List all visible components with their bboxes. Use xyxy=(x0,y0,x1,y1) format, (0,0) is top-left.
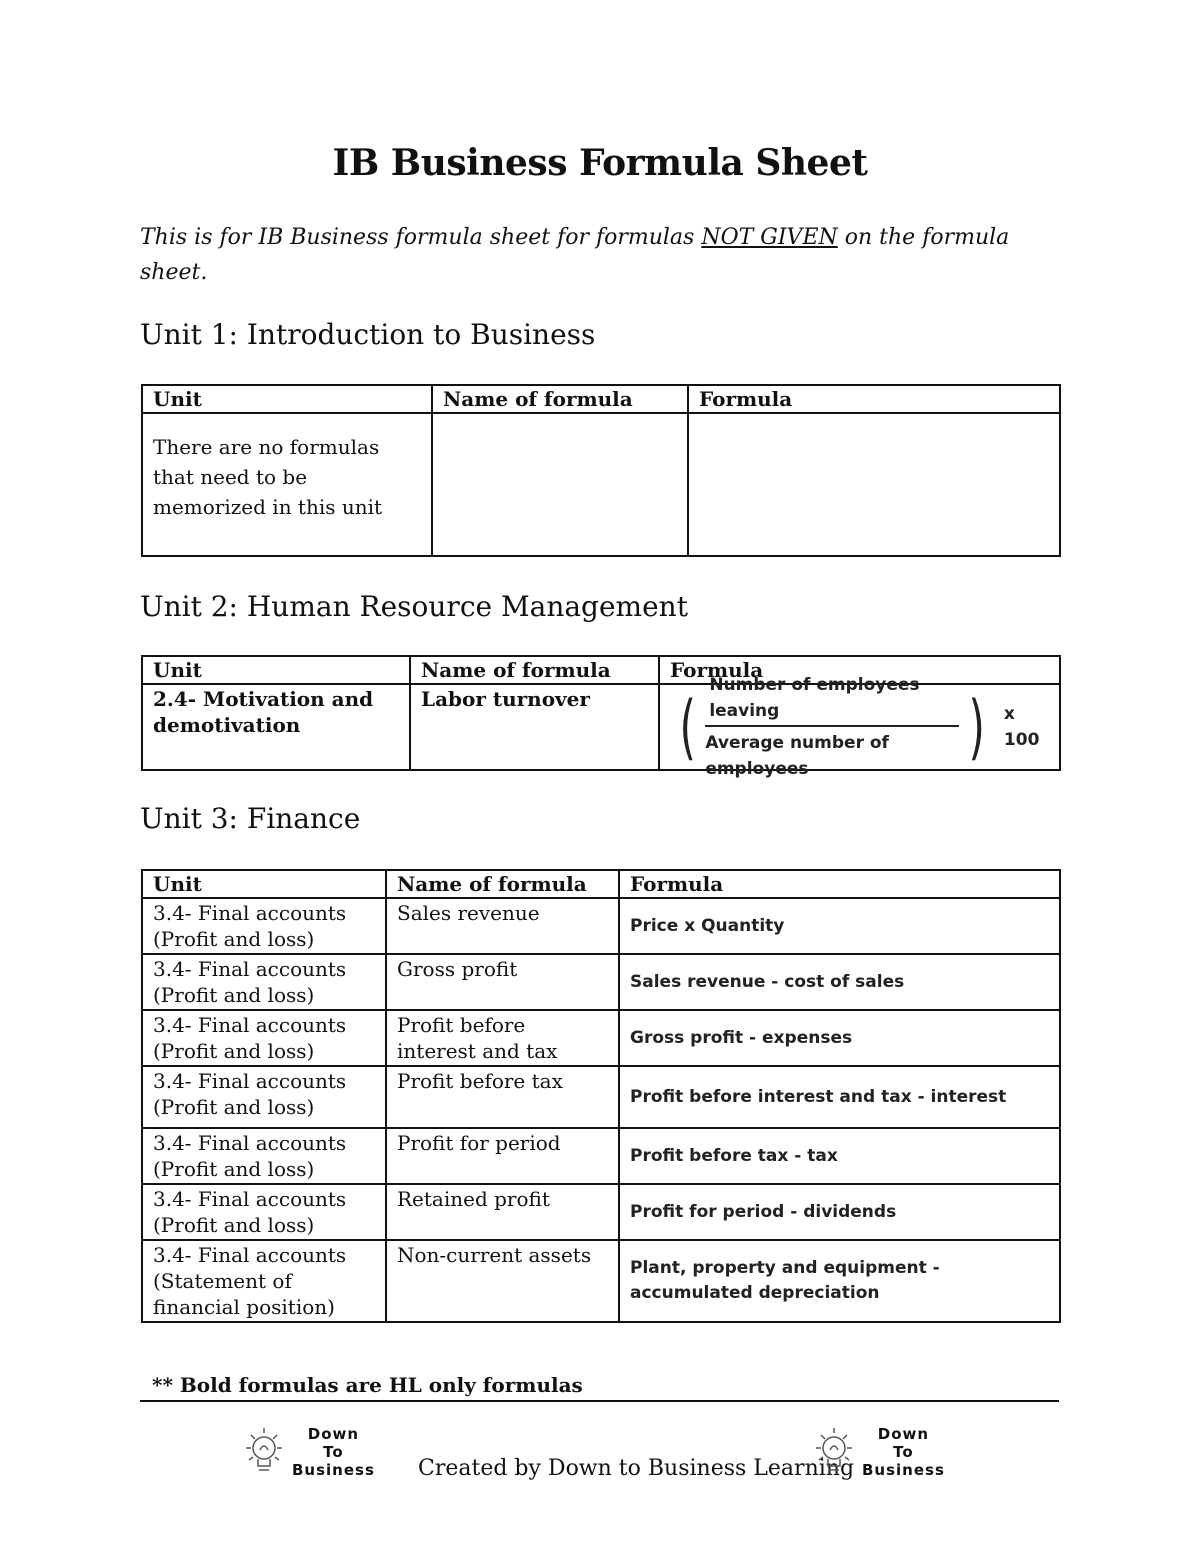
unit-cell: 3.4- Final accounts (Profit and loss) xyxy=(142,1066,386,1128)
intro-emphasis: NOT GIVEN xyxy=(701,225,838,250)
hl-footnote: ** Bold formulas are HL only formulas xyxy=(152,1373,583,1397)
formula-cell xyxy=(659,675,1060,779)
formula-name-cell: Retained profit xyxy=(386,1184,619,1240)
footer-divider xyxy=(140,1400,1059,1402)
header-formula: Formula xyxy=(688,385,1060,413)
intro-before: This is for IB Business formula sheet for formulas xyxy=(140,225,702,250)
unit1-name-cell xyxy=(432,413,688,556)
formula-cell: Price x Quantity xyxy=(619,898,1060,954)
table-row xyxy=(142,413,1060,556)
lightbulb-icon xyxy=(810,1424,858,1480)
unit1-header-row xyxy=(142,385,1060,413)
header-unit: Unit xyxy=(142,385,432,413)
formula-cell: Profit for period - dividends xyxy=(619,1184,1060,1240)
unit-cell: 3.4- Final accounts (Profit and loss) xyxy=(142,1184,386,1240)
header-name: Name of formula xyxy=(386,870,619,898)
unit-cell: 3.4- Final accounts (Profit and loss) xyxy=(142,1010,386,1066)
table-row xyxy=(142,1240,1060,1322)
footer-credit: Created by Down to Business Learning xyxy=(418,1456,855,1481)
denominator: Average number of employees xyxy=(705,733,889,779)
unit3-table xyxy=(141,869,1061,1323)
formula-cell: Gross profit - expenses xyxy=(619,1010,1060,1066)
unit3-heading: Unit 3: Finance xyxy=(140,802,361,835)
intro-text xyxy=(140,220,1040,290)
unit1-heading: Unit 1: Introduction to Business xyxy=(140,318,596,351)
table-row xyxy=(142,1010,1060,1066)
numerator: Number of employees leaving xyxy=(705,672,958,727)
unit2-table xyxy=(141,655,1061,779)
intro-after: on the formula sheet. xyxy=(140,225,1010,285)
table-row xyxy=(142,1128,1060,1184)
table-row xyxy=(142,954,1060,1010)
multiplier: x 100 xyxy=(1003,704,1040,750)
formula-name-cell: Profit before interest and tax xyxy=(386,1010,619,1066)
footer-logo-left xyxy=(240,1422,400,1482)
header-formula: Formula xyxy=(659,656,1060,684)
formula-name-cell: Profit for period xyxy=(386,1128,619,1184)
unit3-header-row xyxy=(142,870,1060,898)
logo-line: To xyxy=(323,1443,344,1461)
header-unit: Unit xyxy=(142,656,410,684)
formula-name-cell: Non-current assets xyxy=(386,1240,619,1322)
formula-name-cell: Profit before tax xyxy=(386,1066,619,1128)
formula-cell: Plant, property and equipment - accumulated depreciation xyxy=(619,1240,1060,1322)
table-row xyxy=(142,684,1060,770)
unit-cell: 3.4- Final accounts (Statement of financial position) xyxy=(142,1240,386,1322)
fraction xyxy=(705,672,958,782)
unit-cell: 3.4- Final accounts (Profit and loss) xyxy=(142,954,386,1010)
formula-name-cell: Sales revenue xyxy=(386,898,619,954)
right-paren: ) xyxy=(968,686,985,768)
logo-line: Down xyxy=(877,1425,930,1443)
table-row xyxy=(142,1066,1060,1128)
unit2-heading: Unit 2: Human Resource Management xyxy=(140,590,688,623)
page-title: IB Business Formula Sheet xyxy=(332,142,868,184)
unit1-formula-cell xyxy=(688,413,1060,556)
unit1-table xyxy=(141,384,1061,557)
unit-cell: 2.4- Motivation and demotivation xyxy=(142,684,410,770)
unit-cell: 3.4- Final accounts (Profit and loss) xyxy=(142,1128,386,1184)
header-formula: Formula xyxy=(619,870,1060,898)
left-paren: ( xyxy=(679,686,696,768)
unit-cell: 3.4- Final accounts (Profit and loss) xyxy=(142,898,386,954)
footer-logo-right xyxy=(810,1422,970,1482)
header-unit: Unit xyxy=(142,870,386,898)
table-row xyxy=(142,898,1060,954)
logo-line: Down xyxy=(307,1425,360,1443)
formula-cell: Profit before interest and tax - interest xyxy=(619,1066,1060,1128)
formula-cell: Sales revenue - cost of sales xyxy=(619,954,1060,1010)
header-name: Name of formula xyxy=(432,385,688,413)
formula-cell: Profit before tax - tax xyxy=(619,1128,1060,1184)
formula-name-cell: Labor turnover xyxy=(410,684,659,770)
header-name: Name of formula xyxy=(410,656,659,684)
logo-line: Business xyxy=(292,1461,375,1479)
logo-wordmark xyxy=(862,1425,945,1479)
unit1-note: There are no formulas that need to be memorized in this unit xyxy=(142,413,432,556)
labor-turnover-formula xyxy=(674,675,1049,779)
logo-wordmark xyxy=(292,1425,375,1479)
table-row xyxy=(142,1184,1060,1240)
logo-line: To xyxy=(893,1443,914,1461)
logo-line: Business xyxy=(862,1461,945,1479)
formula-name-cell: Gross profit xyxy=(386,954,619,1010)
lightbulb-icon xyxy=(240,1424,288,1480)
